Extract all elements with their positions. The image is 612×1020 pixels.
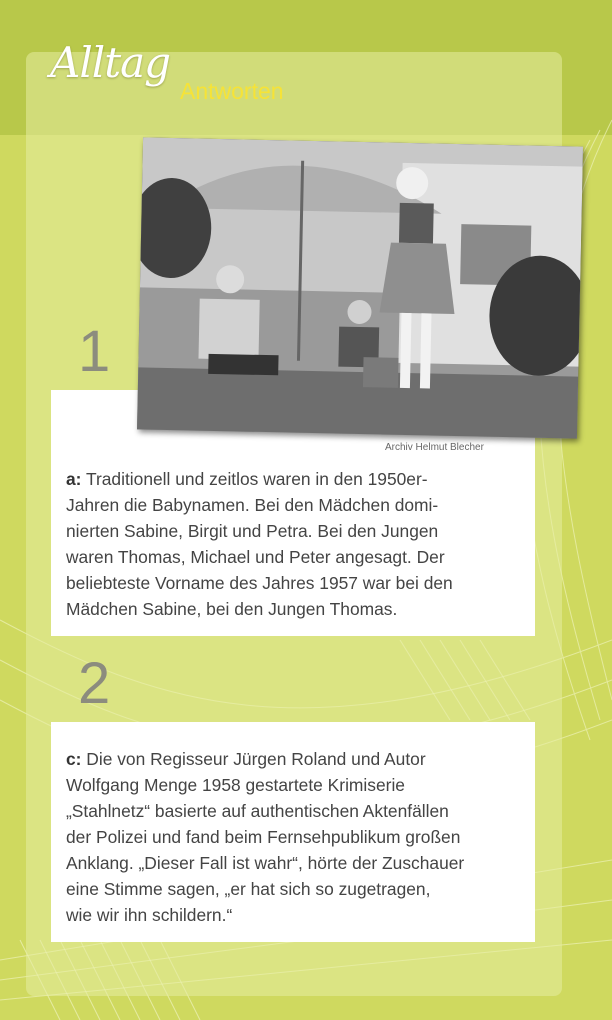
- answer-line: waren Thomas, Michael und Peter angesagt. Der: [66, 547, 445, 567]
- answer-line: beliebteste Vorname des Jahres 1957 war bei den: [66, 573, 453, 593]
- subtitle: Antworten: [180, 78, 284, 104]
- answer-label-1: a:: [66, 469, 82, 489]
- section-number-1: 1: [78, 319, 111, 384]
- answer-line: Die von Regisseur Jürgen Roland und Autor: [81, 749, 426, 769]
- title-script: Alltag: [50, 38, 170, 87]
- answer-line: nierten Sabine, Birgit und Petra. Bei den Jungen: [66, 521, 439, 541]
- answer-line: eine Stimme sagen, „er hat sich so zugetragen,: [66, 879, 431, 899]
- answer-line: Wolfgang Menge 1958 gestartete Krimiserie: [66, 775, 405, 795]
- answer-text-2: [66, 746, 526, 928]
- answer-line: der Polizei und fand beim Fernsehpublikum großen: [66, 827, 461, 847]
- answer-line: wie wir ihn schildern.“: [66, 905, 233, 925]
- answer-text-1: [66, 466, 526, 622]
- answer-line: Mädchen Sabine, bei den Jungen Thomas.: [66, 599, 398, 619]
- photo-credit: Archiv Helmut Blecher: [385, 442, 484, 453]
- historical-photo: [137, 137, 583, 438]
- answer-line: Traditionell und zeitlos waren in den 1950er-: [81, 469, 428, 489]
- answer-line: Jahren die Babynamen. Bei den Mädchen domi-: [66, 495, 439, 515]
- photo-illustration: [137, 137, 583, 438]
- section-number-2: 2: [78, 651, 111, 716]
- answer-line: „Stahlnetz“ basierte auf authentischen Aktenfällen: [66, 801, 449, 821]
- answer-label-2: c:: [66, 749, 82, 769]
- answer-line: Anklang. „Dieser Fall ist wahr“, hörte der Zuschauer: [66, 853, 465, 873]
